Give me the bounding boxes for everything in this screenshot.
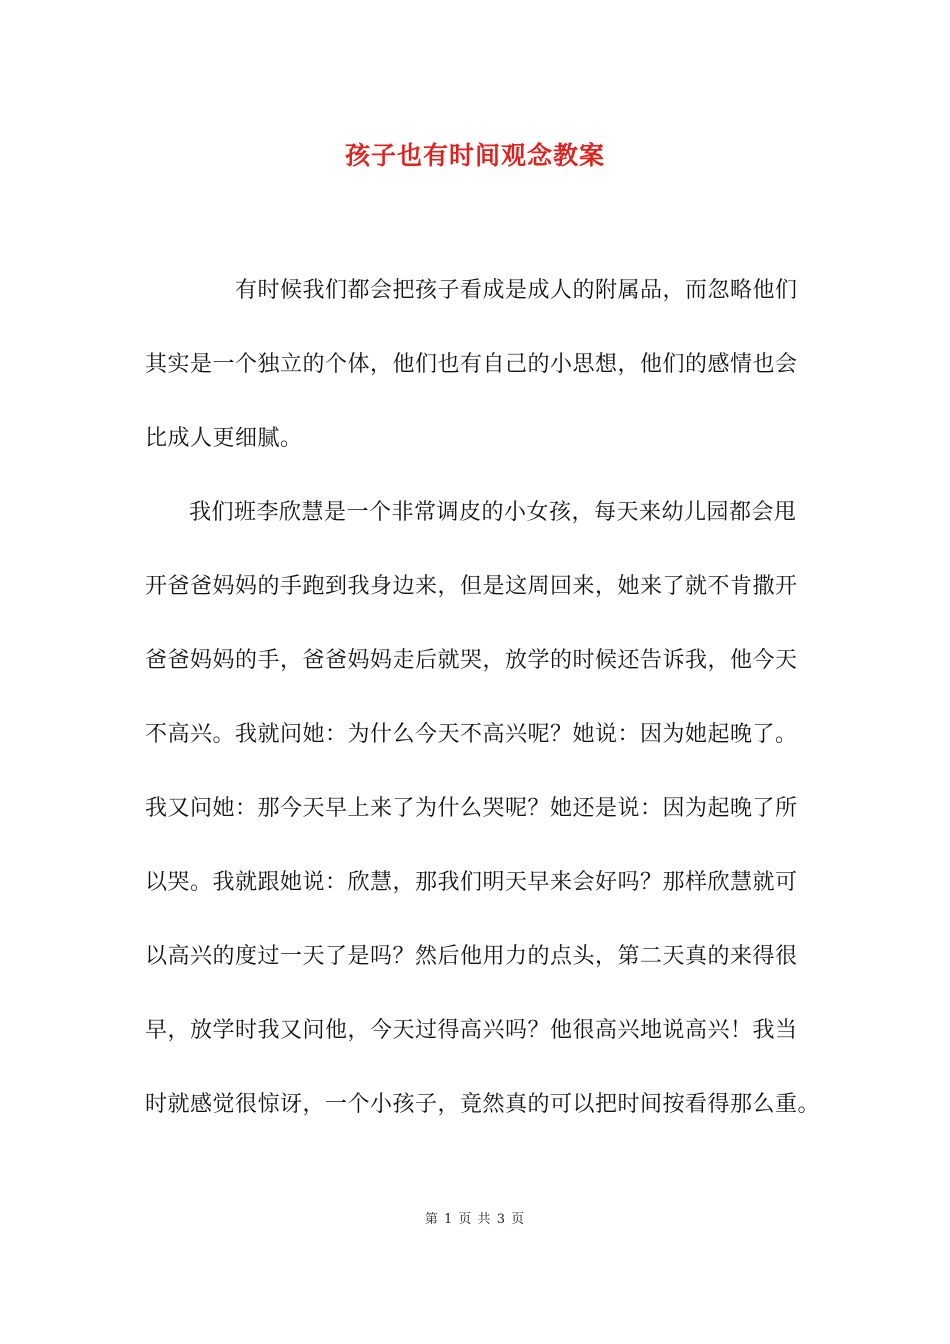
paragraph-2-line-8: 早，放学时我又问他，今天过得高兴吗？他很高兴地说高兴！我当 (145, 1018, 798, 1043)
document-title: 孩子也有时间观念教案 (344, 141, 605, 170)
paragraph-2-line-7: 以高兴的度过一天了是吗？然后他用力的点头，第二天真的来得很 (145, 944, 798, 969)
paragraph-2-line-4: 不高兴。我就问她：为什么今天不高兴呢？她说：因为她起晚了。 (145, 722, 798, 747)
paragraph-2-line-5: 我又问她：那今天早上来了为什么哭呢？她还是说：因为起晚了所 (145, 796, 798, 821)
document-body (145, 276, 821, 1164)
paragraph-1-line-1: 有时候我们都会把孩子看成是成人的附属品，而忽略他们 (235, 278, 798, 303)
paragraph-2-line-6: 以哭。我就跟她说：欣慧，那我们明天早来会好吗？那样欣慧就可 (145, 870, 798, 895)
paragraph-2-line-1: 我们班李欣慧是一个非常调皮的小女孩，每天来幼儿园都会甩 (189, 500, 797, 525)
paragraph-2-line-2: 开爸爸妈妈的手跑到我身边来，但是这周回来，她来了就不肯撒开 (145, 574, 798, 599)
paragraph-2-line-3: 爸爸妈妈的手，爸爸妈妈走后就哭，放学的时候还告诉我，他今天 (145, 648, 798, 673)
paragraph-1-line-3: 比成人更细腻。 (145, 426, 303, 451)
page-footer: 第 1 页 共 3 页 (424, 1212, 526, 1227)
paragraph-1-line-2: 其实是一个独立的个体，他们也有自己的小思想，他们的感情也会 (145, 352, 798, 377)
paragraph-2-line-9: 时就感觉很惊讶，一个小孩子，竟然真的可以把时间按看得那么重。 (145, 1092, 821, 1117)
